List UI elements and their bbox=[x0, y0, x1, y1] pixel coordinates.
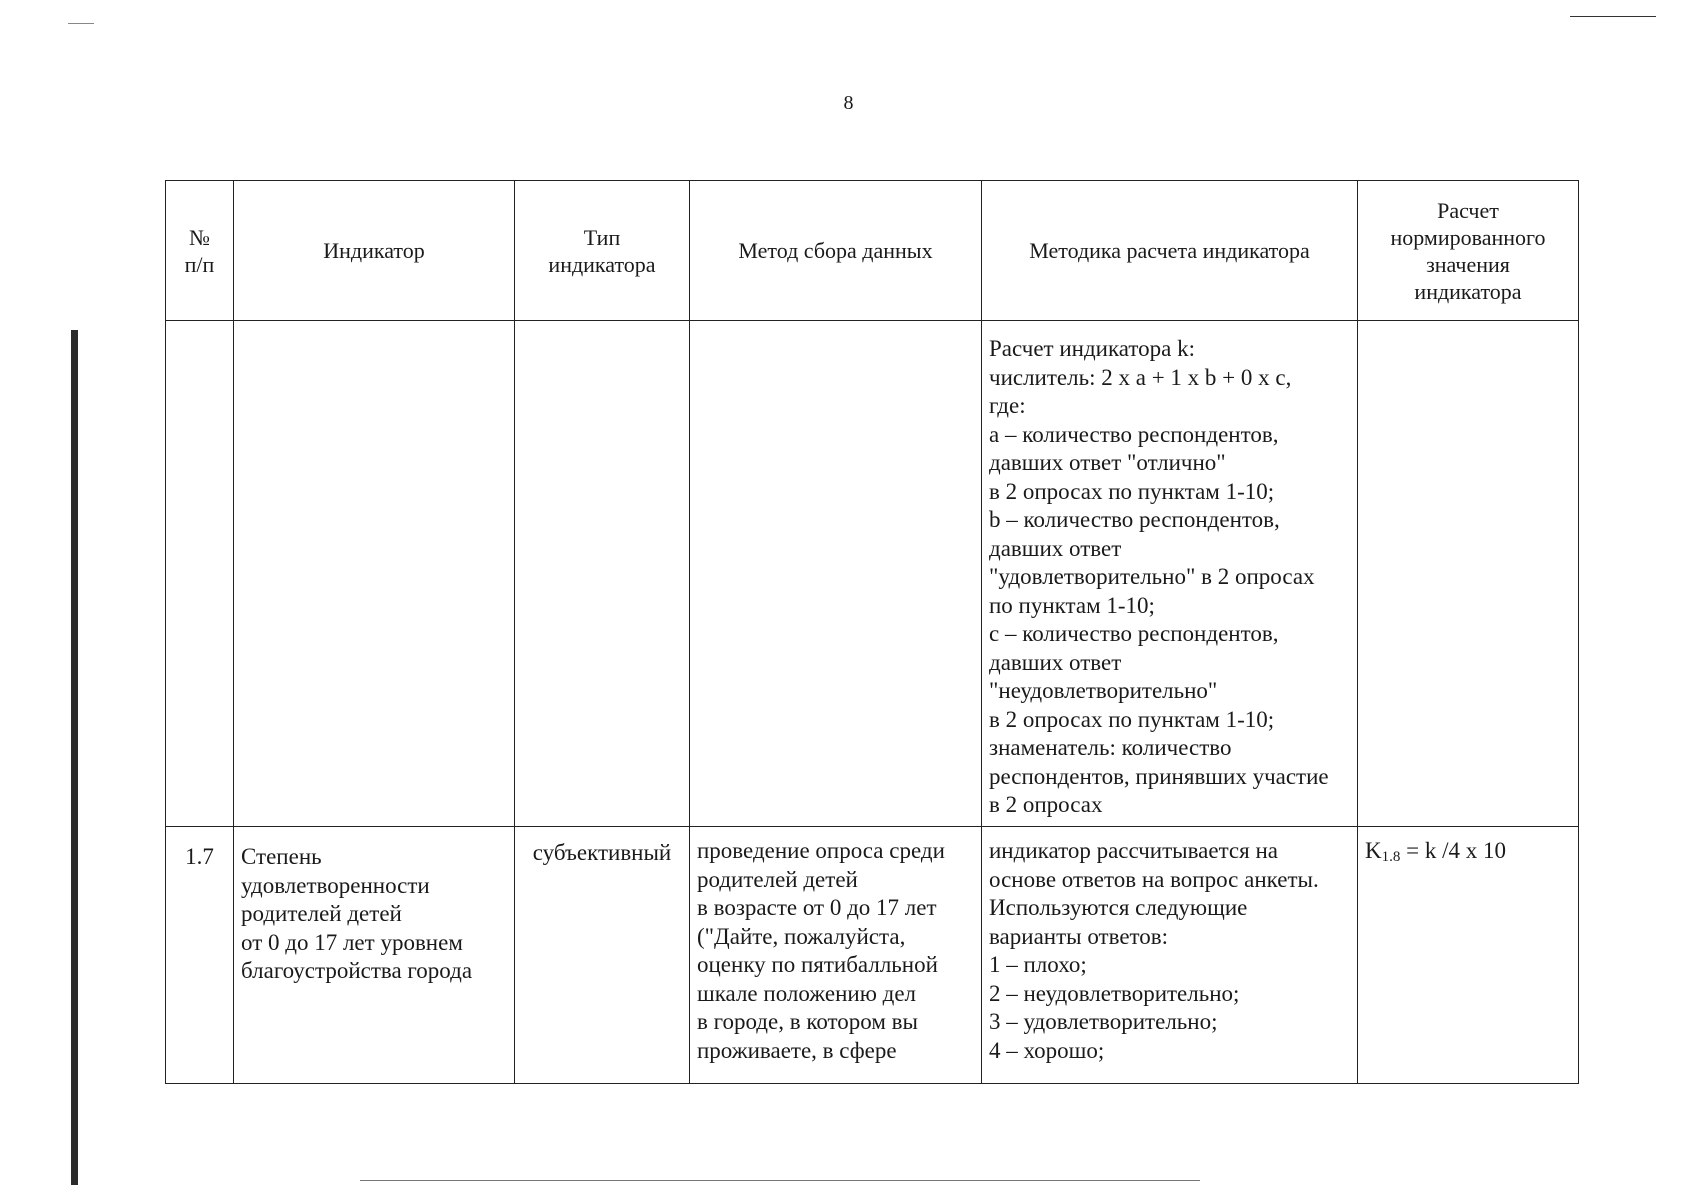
row-1-num bbox=[166, 321, 234, 827]
table-row bbox=[166, 321, 1579, 827]
row-2-calc-method: индикатор рассчитывается на основе ответов на вопрос анкеты. Используются следующие варианты ответов: 1 – плохо; 2 – неудовлетворительно; 3 – удовлетворительно; 4 – хорошо; bbox=[982, 827, 1358, 1084]
scan-top-right-line bbox=[1570, 16, 1656, 17]
row-1-calc-method: Расчет индикатора k: числитель: 2 x a + 1 x b + 0 x c, где: a – количество респондентов, давших ответ "отлично" в 2 опросах по пунктам 1-10; b – количество респондентов, давших ответ "удовлетворительно" в 2 опросах по пунктам 1-10; c – количество респондентов, давших ответ "неудовлетворительно" в 2 опросах по пунктам 1-10; знаменатель: количество респондентов, принявших участие в 2 опросах bbox=[982, 321, 1358, 827]
row-2-type: субъективный bbox=[515, 827, 690, 1084]
header-indicator: Индикатор bbox=[234, 181, 515, 321]
formula-subscript: 1.8 bbox=[1381, 849, 1401, 865]
header-method: Метод сбора данных bbox=[690, 181, 982, 321]
page-number: 8 bbox=[843, 92, 854, 114]
row-2-normalized bbox=[1358, 827, 1579, 1084]
scan-margin-bar bbox=[71, 330, 78, 1185]
formula-symbol: K bbox=[1365, 838, 1382, 863]
table-header-row bbox=[166, 181, 1579, 321]
row-1-normalized bbox=[1358, 321, 1579, 827]
scan-top-left-line bbox=[68, 23, 94, 24]
scan-bottom-line bbox=[360, 1180, 1200, 1181]
indicator-table bbox=[165, 180, 1579, 1084]
row-1-indicator bbox=[234, 321, 515, 827]
row-2-indicator: Степень удовлетворенности родителей детей от 0 до 17 лет уровнем благоустройства города bbox=[234, 827, 515, 1084]
row-1-method bbox=[690, 321, 982, 827]
row-1-type bbox=[515, 321, 690, 827]
row-2-num: 1.7 bbox=[166, 827, 234, 1084]
row-2-method: проведение опроса среди родителей детей в возрасте от 0 до 17 лет ("Дайте, пожалуйста, оценку по пятибалльной шкале положению дел в городе, в котором вы проживаете, в сфере bbox=[690, 827, 982, 1084]
header-calc-method: Методика расчета индикатора bbox=[982, 181, 1358, 321]
header-num: № п/п bbox=[166, 181, 234, 321]
table-row bbox=[166, 827, 1579, 1084]
header-normalized: Расчет нормированного значения индикатора bbox=[1358, 181, 1579, 321]
header-type: Тип индикатора bbox=[515, 181, 690, 321]
formula-expression: = k /4 x 10 bbox=[1400, 838, 1506, 863]
